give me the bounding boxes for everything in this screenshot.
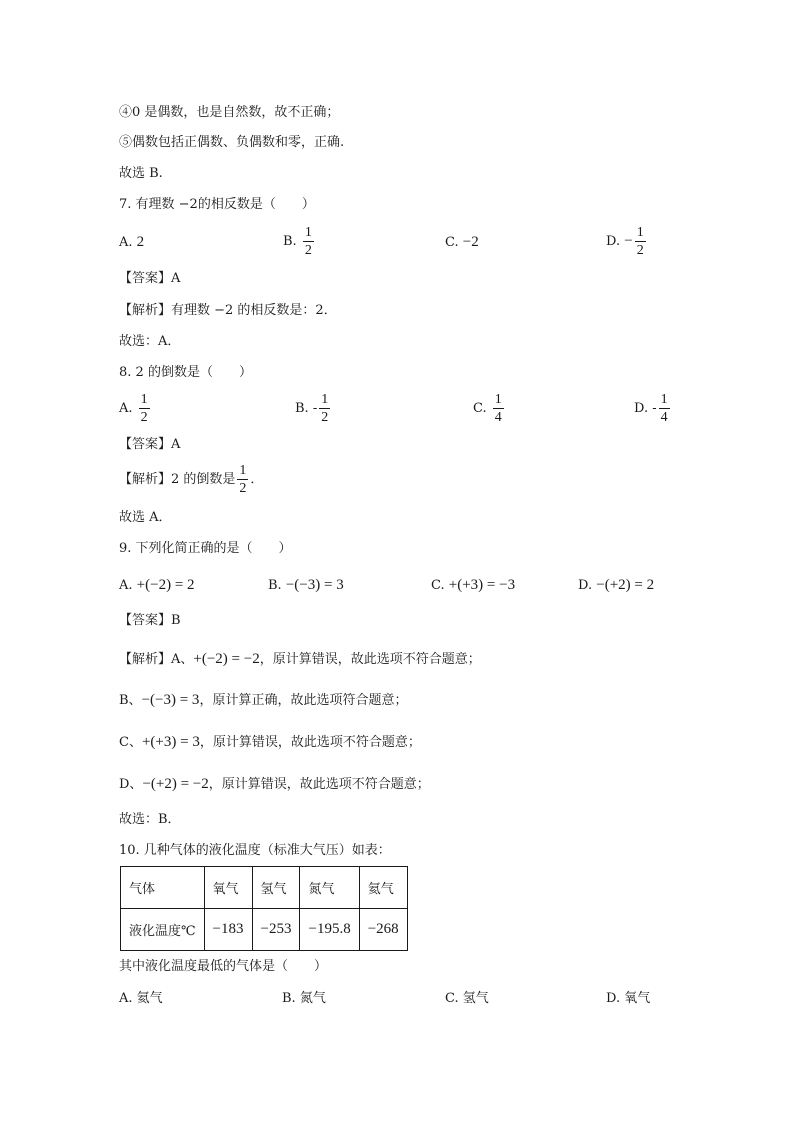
- q9-choice: 故选：B．: [119, 812, 181, 827]
- q10-option-c-text: 氢气: [462, 991, 489, 1006]
- q7-answer: 【答案】A: [119, 271, 181, 286]
- table-header-cell: 气体: [121, 867, 205, 909]
- q8-option-c: [473, 391, 506, 426]
- q8-choice: 故选 A．: [119, 510, 172, 525]
- q8-option-c-fraction: $\frac{1}{4}$: [494, 392, 502, 425]
- q7-option-d: [606, 224, 648, 259]
- q9-analysis-b: [119, 691, 407, 710]
- q10-option-b-label: B.: [282, 991, 300, 1006]
- table-cell: −195.8: [300, 909, 359, 951]
- q10-option-d-label: D.: [606, 991, 625, 1006]
- q9-analysis-a-suffix: ，原计算错误，故此选项不符合题意；: [259, 652, 481, 667]
- q9-analysis-b-prefix: B、: [119, 693, 142, 708]
- q9-stem: 9. 下列化简正确的是（ ）: [119, 541, 292, 556]
- q8-option-b-label: B. -: [295, 401, 318, 416]
- q9-option-a-label: A.: [119, 578, 137, 593]
- q7-option-c: [445, 233, 479, 252]
- q8-stem: 8. 2 的倒数是（ ）: [119, 365, 252, 380]
- table-row-label: 液化温度℃: [121, 909, 205, 951]
- q9-analysis-a-expr: +(−2) = −2: [193, 651, 260, 667]
- gas-liquefaction-table: [120, 866, 408, 951]
- q8-analysis-end: ．: [250, 472, 264, 487]
- q10-option-b-text: 氮气: [299, 991, 326, 1006]
- q9-option-c: [431, 576, 515, 595]
- q9-option-b-expr: −(−3) = 3: [285, 577, 344, 593]
- q7-option-c-label: C.: [445, 235, 463, 250]
- q7-option-b-label: B.: [283, 234, 301, 249]
- q7-option-b-fraction: $\frac{1}{2}$: [304, 225, 312, 258]
- q8-option-d-label: D. -: [634, 401, 657, 416]
- q10-option-c: [445, 990, 489, 1008]
- q7-choice: 故选：A．: [119, 334, 181, 349]
- q6-statement-5: ⑤偶数包括正偶数、负偶数和零，正确.: [119, 135, 345, 150]
- q9-option-d-expr: −(+2) = 2: [596, 577, 655, 593]
- q9-analysis-a: [119, 650, 481, 669]
- q7-option-d-fraction: $\frac{1}{2}$: [636, 225, 644, 258]
- q9-option-a-expr: +(−2) = 2: [136, 577, 195, 593]
- q8-option-b-fraction: $\frac{1}{2}$: [321, 392, 329, 425]
- table-header-cell: 氧气: [204, 867, 252, 909]
- q7-option-a-label: A.: [119, 235, 137, 250]
- q9-analysis-b-expr: −(−3) = 3: [141, 692, 200, 708]
- q7-option-b: [283, 224, 316, 259]
- q7-stem: 7. 有理数 −2的相反数是（ ）: [119, 197, 315, 212]
- q9-option-b: [268, 576, 344, 595]
- q9-analysis-c-prefix: C、: [119, 735, 142, 750]
- q9-option-a: [119, 576, 195, 595]
- table-header-cell: 氦气: [359, 867, 407, 909]
- q9-analysis-c: [119, 733, 421, 752]
- q7-option-c-value: −2: [462, 234, 479, 250]
- q8-option-b: [295, 391, 332, 426]
- q9-analysis-d-expr: −(+2) = −2: [142, 776, 209, 792]
- q8-analysis-text: 【解析】2 的倒数是: [119, 472, 236, 487]
- q9-analysis-d: [119, 775, 430, 794]
- q9-analysis-a-prefix: 【解析】A、: [119, 652, 194, 667]
- q10-option-b: [282, 990, 326, 1008]
- table-header-cell: 氮气: [300, 867, 359, 909]
- q8-option-d: [634, 391, 672, 426]
- q8-answer: 【答案】A: [119, 437, 181, 452]
- q7-option-d-sign: −: [624, 233, 633, 249]
- q9-analysis-c-suffix: ，原计算错误，故此选项不符合题意；: [199, 735, 421, 750]
- q9-analysis-d-prefix: D、: [119, 777, 143, 792]
- q8-analysis-fraction: $\frac{1}{2}$: [239, 463, 247, 496]
- table-row: [121, 867, 408, 909]
- q8-option-a-fraction: $\frac{1}{2}$: [140, 392, 148, 425]
- q10-option-c-label: C.: [445, 991, 463, 1006]
- q9-option-d-label: D.: [578, 578, 597, 593]
- q6-choice: 故选 B.: [119, 166, 163, 181]
- q8-analysis: [119, 462, 263, 497]
- q10-question: 其中液化温度最低的气体是（ ）: [119, 959, 328, 974]
- q10-option-d: [606, 990, 650, 1008]
- table-cell: −253: [252, 909, 300, 951]
- q7-option-d-label: D.: [606, 234, 625, 249]
- q9-option-b-label: B.: [268, 578, 286, 593]
- q9-option-c-label: C.: [431, 578, 449, 593]
- q9-answer: 【答案】B: [119, 613, 181, 628]
- q6-statement-4: ④0 是偶数，也是自然数，故不正确；: [119, 105, 340, 120]
- q10-option-a-text: 氦气: [136, 991, 163, 1006]
- q10-option-a: [119, 990, 163, 1008]
- q9-analysis-d-suffix: ，原计算错误，故此选项不符合题意；: [208, 777, 430, 792]
- table-cell: −183: [204, 909, 252, 951]
- q7-option-a: [119, 233, 144, 252]
- q10-stem: 10. 几种气体的液化温度（标准大气压）如表：: [119, 843, 391, 858]
- q9-analysis-b-suffix: ，原计算正确，故此选项符合题意；: [199, 693, 408, 708]
- q8-option-a: [119, 391, 152, 426]
- table-header-cell: 氢气: [252, 867, 300, 909]
- q9-option-c-expr: +(+3) = −3: [448, 577, 516, 593]
- q7-option-a-value: 2: [136, 234, 145, 250]
- q7-analysis: 【解析】有理数 −2 的相反数是：2．: [119, 303, 337, 318]
- q8-option-c-label: C.: [473, 401, 491, 416]
- table-row: [121, 909, 408, 951]
- q9-analysis-c-expr: +(+3) = 3: [141, 734, 200, 750]
- q10-option-d-text: 氧气: [624, 991, 651, 1006]
- q8-option-d-fraction: $\frac{1}{4}$: [660, 392, 668, 425]
- table-cell: −268: [359, 909, 407, 951]
- q8-option-a-label: A.: [119, 401, 137, 416]
- q9-option-d: [578, 576, 654, 595]
- q10-option-a-label: A.: [119, 991, 137, 1006]
